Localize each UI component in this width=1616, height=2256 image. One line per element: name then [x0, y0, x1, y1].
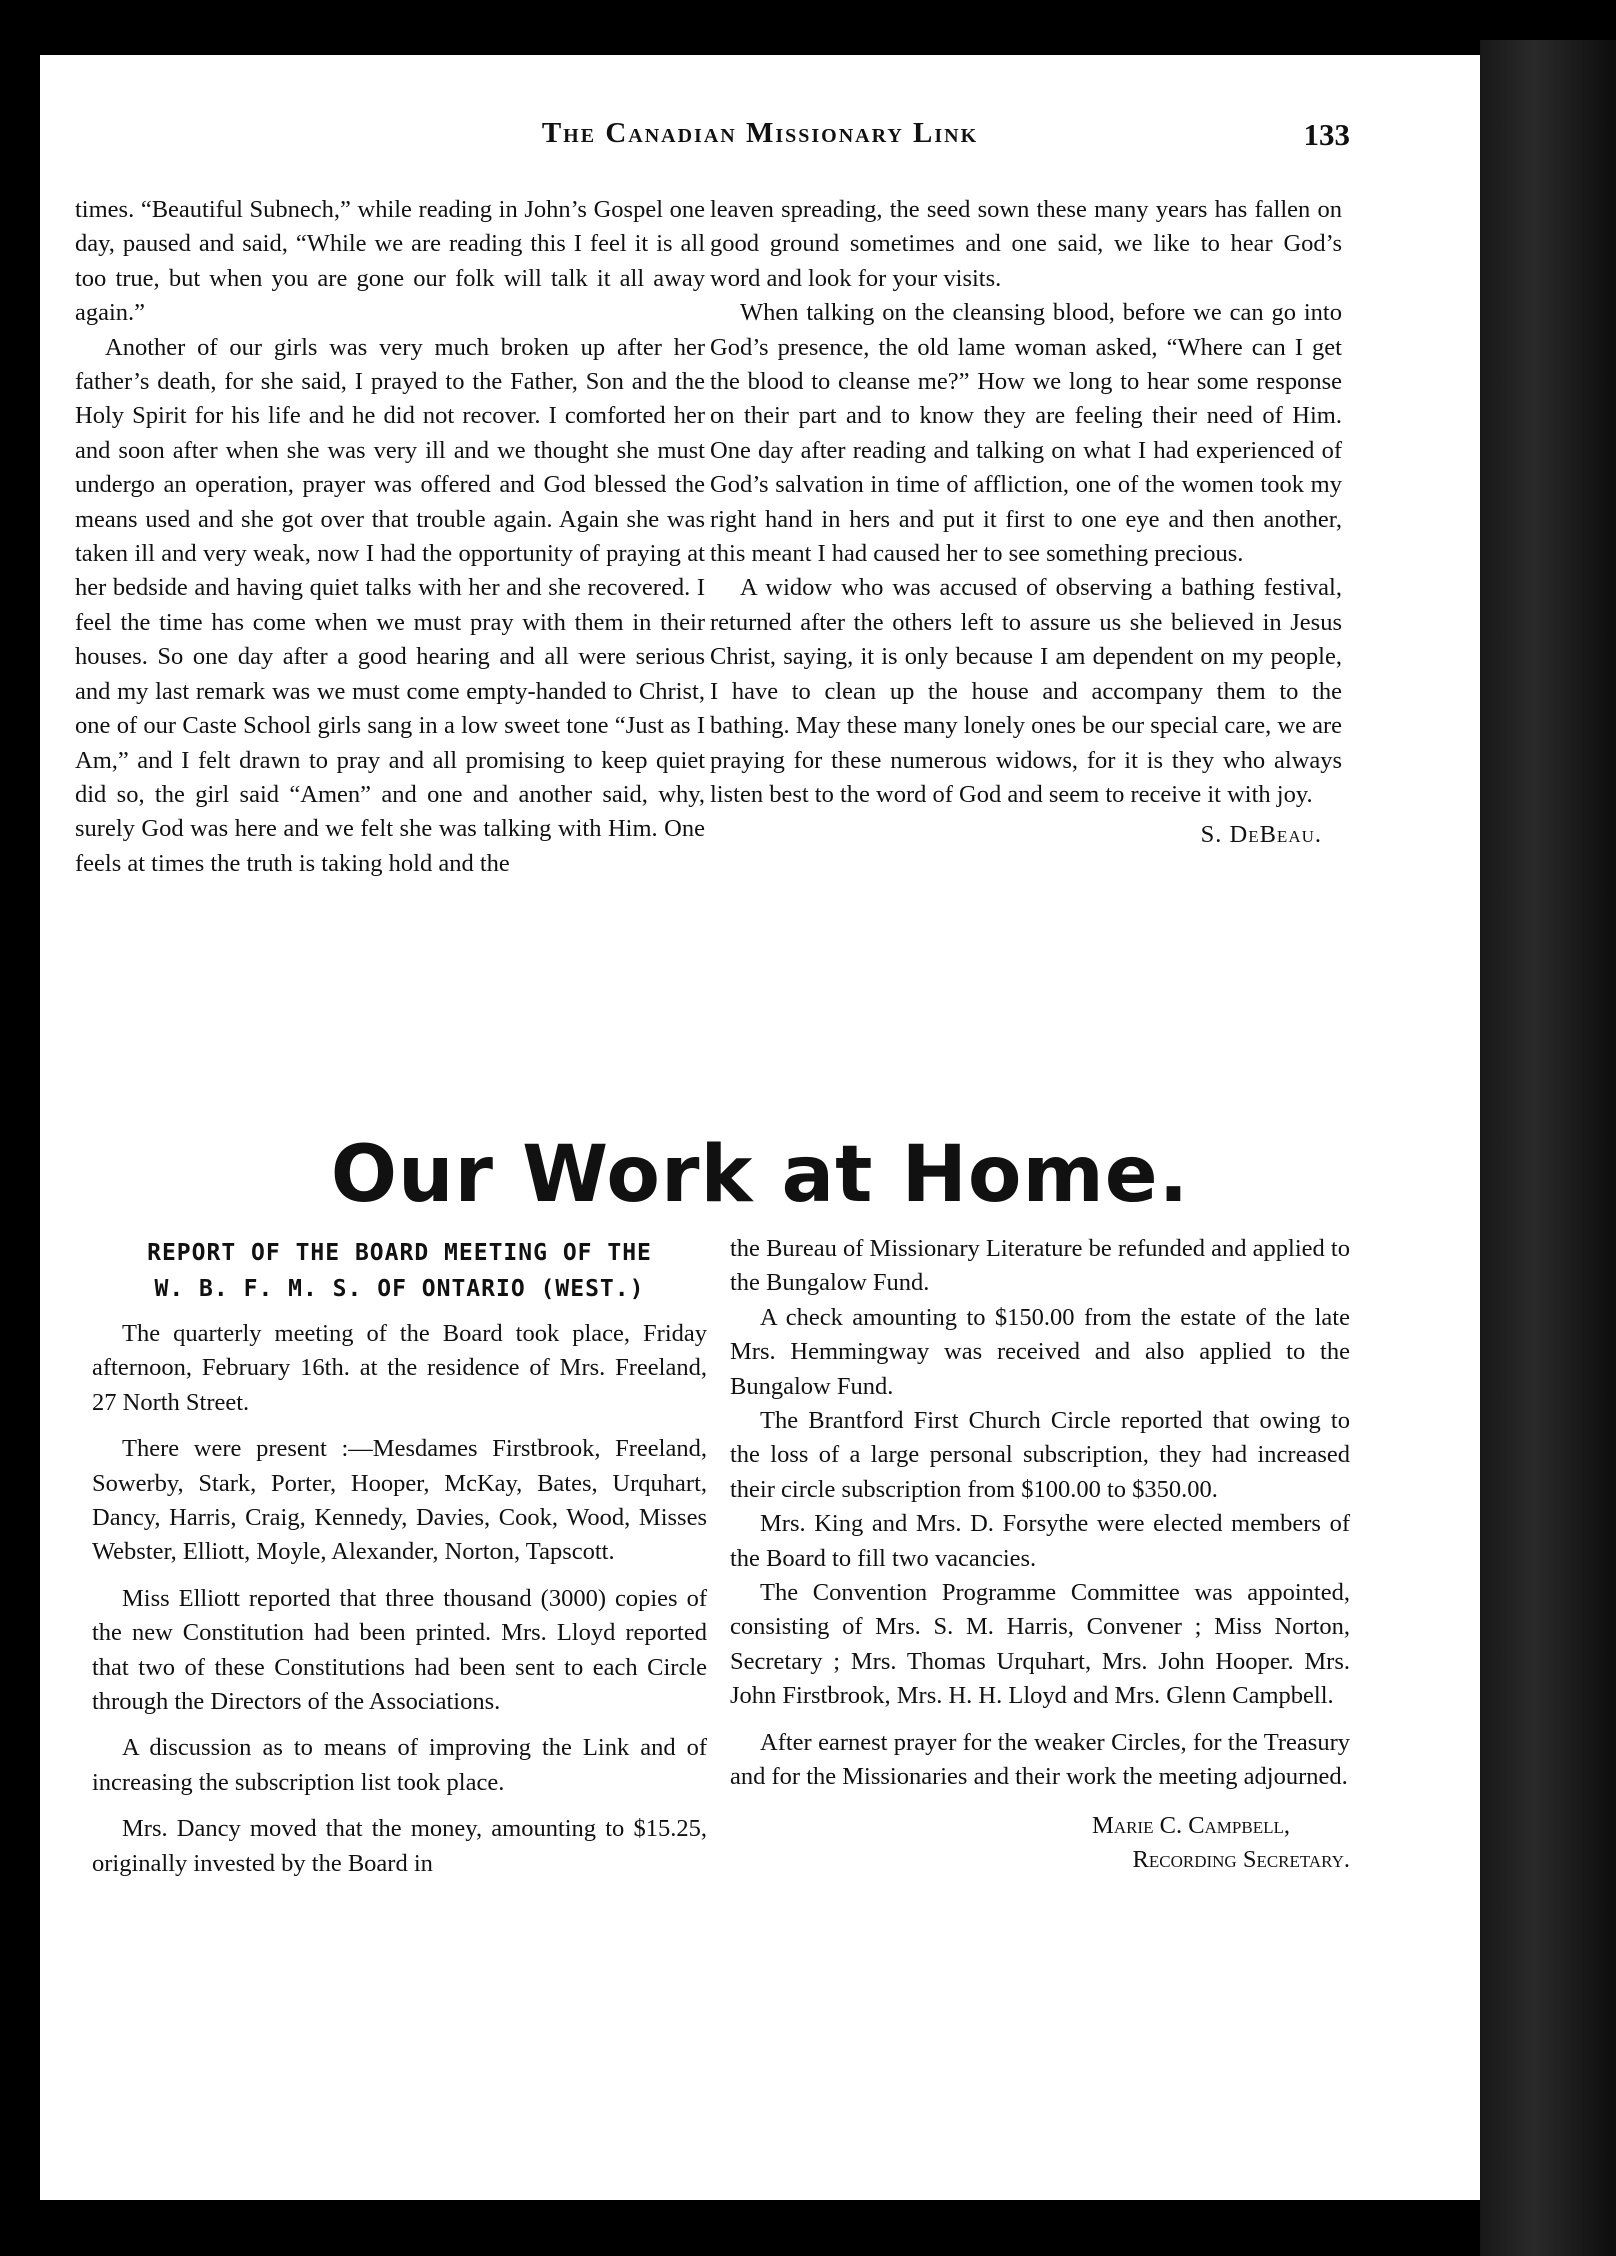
running-title: The Canadian Missionary Link [541, 117, 979, 149]
author-signature: S. DeBeau. [1200, 821, 1322, 849]
report-title-line-2: W. B. F. M. S. OF ONTARIO (WEST.) [154, 1276, 645, 1302]
report-right-column [730, 1232, 1350, 1877]
paragraph: Miss Elliott reported that three thousand (3000) copies of the new Constitution had been printed. Mrs. Lloyd reported that two of these Constitutions had been sent to each Circle through the Directors of the Associations. [92, 1584, 707, 1716]
paragraph: leaven spreading, the seed sown these many years has fallen on good ground sometimes and one said, we like to hear God’s word and look for your visits. [710, 196, 1342, 292]
book-spine-edge [1480, 40, 1616, 2256]
paragraph: A discussion as to means of improving the Link and of increasing the subscription list took place. [92, 1734, 707, 1796]
page-number: 133 [1303, 117, 1350, 152]
paragraph: The Brantford First Church Circle reported that owing to the loss of a large personal subscription, they had increased their circle subscription from $100.00 to $350.00. [730, 1407, 1350, 1503]
report-left-column [92, 1235, 707, 1881]
paragraph: There were present :—Mesdames Firstbrook, Freeland, Sowerby, Stark, Porter, Hooper, McKay, Bates, Urquhart, Dancy, Harris, Craig, Kennedy, Davies, Cook, Wood, Misses Webster, Elliott, Moyle, Alexander, Norton, Tapscott. [92, 1435, 707, 1566]
paragraph: Mrs. Dancy moved that the money, amounting to $15.25, originally invested by the Board in [92, 1815, 707, 1877]
paragraph: Another of our girls was very much broken up after her father’s death, for she said, I prayed to the Father, Son and the Holy Spirit for his life and he did not recover. I comforted her and soon after when she was very ill and we thought she must undergo an operation, prayer was offered and God blessed the means used and she got over that trouble again. Again she was taken ill and very weak, now I had the opportunity of praying at her bedside and having quiet talks with her and she recovered. I feel the time has come when we must pray with them in their houses. So one day after a good hearing and all were serious and my last remark was we must come empty-handed to Christ, one of our Caste School girls sang in a low sweet tone “Just as I Am,” and I felt drawn to pray and all promising to keep quiet did so, the girl said “Amen” and one and another said, why, surely God was here and we felt she was talking with Him. One feels at times the truth is taking hold and the [75, 333, 705, 877]
top-right-column [710, 193, 1342, 853]
paragraph: Mrs. King and Mrs. D. Forsythe were elected members of the Board to fill two vacancies. [730, 1510, 1350, 1572]
paragraph: A check amounting to $150.00 from the estate of the late Mrs. Hemmingway was received and also applied to the Bungalow Fund. [730, 1303, 1350, 1400]
report-title-line-1: REPORT OF THE BOARD MEETING OF THE [147, 1240, 652, 1266]
report-title [92, 1235, 707, 1307]
paragraph: times. “Beautiful Subnech,” while reading in John’s Gospel one day, paused and said, “While we are reading this I feel it is all too true, but when you are gone our folk will talk it all away again.” [75, 196, 705, 327]
paragraph: The quarterly meeting of the Board took place, Friday afternoon, February 16th. at the residence of Mrs. Freeland, 27 North Street. [92, 1320, 707, 1416]
signature-title: Recording Secretary. [1132, 1845, 1350, 1873]
paragraph: After earnest prayer for the weaker Circles, for the Treasury and for the Missionaries and their work the meeting adjourned. [730, 1728, 1350, 1791]
top-left-column [75, 193, 705, 881]
paragraph: When talking on the cleansing blood, before we can go into God’s presence, the old lame woman asked, “Where can I get the blood to cleanse me?” How we long to hear some response on their part and to know they are feeling their need of Him. One day after reading and talking on what I had experienced of God’s salvation in time of affliction, one of the women took my right hand in hers and put it first to one eye and then another, this meant I had caused her to see something precious. [710, 299, 1342, 568]
paragraph: The Convention Programme Committee was appointed, consisting of Mrs. S. M. Harris, Convener ; Miss Norton, Secretary ; Mrs. Thomas Urquhart, Mrs. John Hooper. Mrs. John Firstbrook, Mrs. H. H. Lloyd and Mrs. Glenn Campbell. [730, 1579, 1350, 1710]
signature-name: Marie C. Campbell, [1092, 1811, 1290, 1839]
recording-secretary-signature [730, 1809, 1350, 1877]
magazine-page [40, 55, 1480, 2200]
section-heading: Our Work at Home. [330, 1130, 1190, 1220]
paragraph: the Bureau of Missionary Literature be refunded and applied to the Bungalow Fund. [730, 1235, 1350, 1297]
paragraph: A widow who was accused of observing a bathing festival, returned after the others left to assure us she believed in Jesus Christ, saying, it is only because I am dependent on my people, I have to clean up the house and accompany them to the bathing. May these many lonely ones be our special care, we are praying for these numerous widows, for it is they who always listen best to the word of God and seem to receive it with joy. [710, 574, 1342, 808]
